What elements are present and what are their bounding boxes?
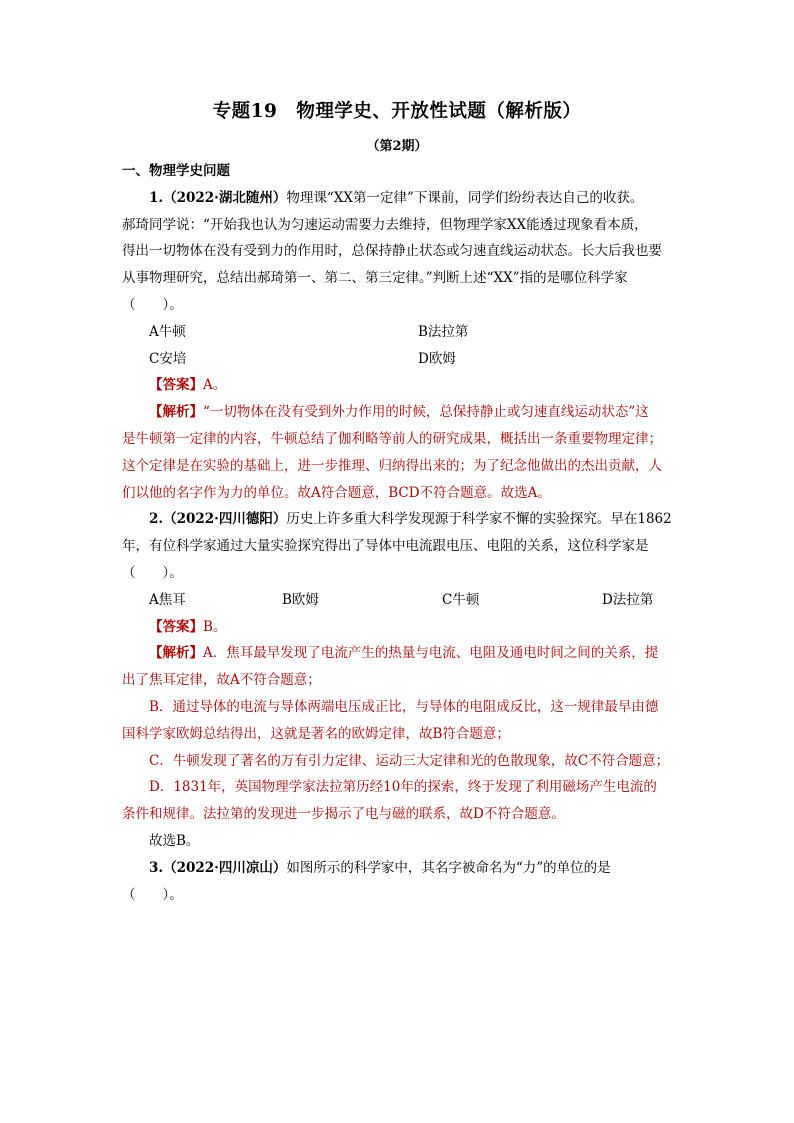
question-3-text: 如图所示的科学家中，其名字被命名为“力”的单位的是 xyxy=(286,859,611,876)
question-1-text: 得出一切物体在没有受到力的作用时，总保持静止状态或匀速直线运动状态。长大后我也要 xyxy=(122,243,662,260)
question-1-text: 从事物理研究，总结出郝琦第一、第二、第三定律。”判断上述“XX”指的是哪位科学家 xyxy=(122,270,628,287)
question-2-conclusion: 故选B。 xyxy=(149,832,200,849)
answer-label: 【答案】 xyxy=(149,377,203,394)
question-1-text: 物理课“XX第一定律”下课前，同学们纷纷表达自己的收获。 xyxy=(286,189,644,206)
question-2-options-row xyxy=(122,587,677,614)
analysis-text: 条件和规律。法拉第的发现进一步揭示了电与磁的联系，故D不符合题意。 xyxy=(122,806,565,823)
question-1-options-row xyxy=(122,319,677,346)
analysis-text: B．通过导体的电流与导体两端电压成正比，与导体的电阻成反比，这一规律最早由德 xyxy=(149,698,659,715)
option-c: C安培 xyxy=(149,350,187,367)
question-2-text: 历史上许多重大科学发现源于科学家不懈的实验探究。早在1862 xyxy=(286,511,672,528)
question-1-blank: （ ）。 xyxy=(122,296,183,313)
analysis-label: 【解析】 xyxy=(149,404,203,421)
question-1-source: 1.（2022·湖北随州） xyxy=(149,189,287,206)
option-d: D欧姆 xyxy=(418,350,456,367)
analysis-text: 们以他的名字作为力的单位。故A符合题意，BCD不符合题意。故选A。 xyxy=(122,484,551,501)
question-2-text: 年，有位科学家通过大量实验探究得出了导体中电流跟电压、电阻的关系，这位科学家是 xyxy=(122,538,649,555)
option-b: B欧姆 xyxy=(282,591,319,608)
option-a: A焦耳 xyxy=(149,591,186,608)
question-3-blank: （ ）。 xyxy=(122,886,183,903)
question-1-stem-line xyxy=(122,185,677,212)
question-3-source: 3.（2022·四川凉山） xyxy=(149,859,287,876)
question-3-stem-line xyxy=(122,855,677,882)
analysis-label: 【解析】 xyxy=(149,645,203,662)
option-a: A牛顿 xyxy=(149,323,186,340)
analysis-text: C．牛顿发现了著名的万有引力定律、运动三大定律和光的色散现象，故C不符合题意； xyxy=(149,752,670,769)
question-2-answer xyxy=(122,614,677,641)
question-1-text: 郝琦同学说：“开始我也认为匀速运动需要力去维持，但物理学家XX能透过现象看本质， xyxy=(122,216,648,233)
page-subtitle: （第2期） xyxy=(366,139,428,154)
question-2-blank: （ ）。 xyxy=(122,564,183,581)
question-2-stem-line xyxy=(122,506,677,533)
question-2-source: 2.（2022·四川德阳） xyxy=(149,511,287,528)
question-2-analysis xyxy=(122,640,677,667)
analysis-text: 国科学家欧姆总结得出，这就是著名的欧姆定律，故B符合题意； xyxy=(122,725,510,742)
question-1-analysis xyxy=(122,399,677,426)
analysis-text: “一切物体在没有受到外力作用的时候，总保持静止或匀速直线运动状态”这 xyxy=(203,404,649,421)
analysis-text: 是牛顿第一定律的内容，牛顿总结了伽利略等前人的研究成果，概括出一条重要物理定律； xyxy=(122,430,662,447)
question-1-options-row xyxy=(122,346,677,373)
analysis-text: 这个定律是在实验的基础上，进一步推理、归纳得出来的；为了纪念他做出的杰出贡献，人 xyxy=(122,457,662,474)
section-heading: 一、物理学史问题 xyxy=(122,163,230,179)
analysis-text: D．1831年，英国物理学家法拉第历经10年的探索，终于发现了利用磁场产生电流的 xyxy=(149,779,657,796)
analysis-text: 出了焦耳定律，故A不符合题意； xyxy=(122,672,321,689)
document-body xyxy=(122,158,677,908)
answer-value: A。 xyxy=(203,377,227,394)
answer-label: 【答案】 xyxy=(149,618,203,635)
answer-value: B。 xyxy=(203,618,227,635)
option-b: B法拉第 xyxy=(418,323,469,340)
analysis-text: A．焦耳最早发现了电流产生的热量与电流、电阻及通电时间之间的关系，提 xyxy=(203,645,659,662)
page-title: 专题19 物理学史、开放性试题（解析版） xyxy=(212,101,582,122)
option-d: D法拉第 xyxy=(602,591,654,608)
option-c: C牛顿 xyxy=(442,591,480,608)
question-1-answer xyxy=(122,372,677,399)
